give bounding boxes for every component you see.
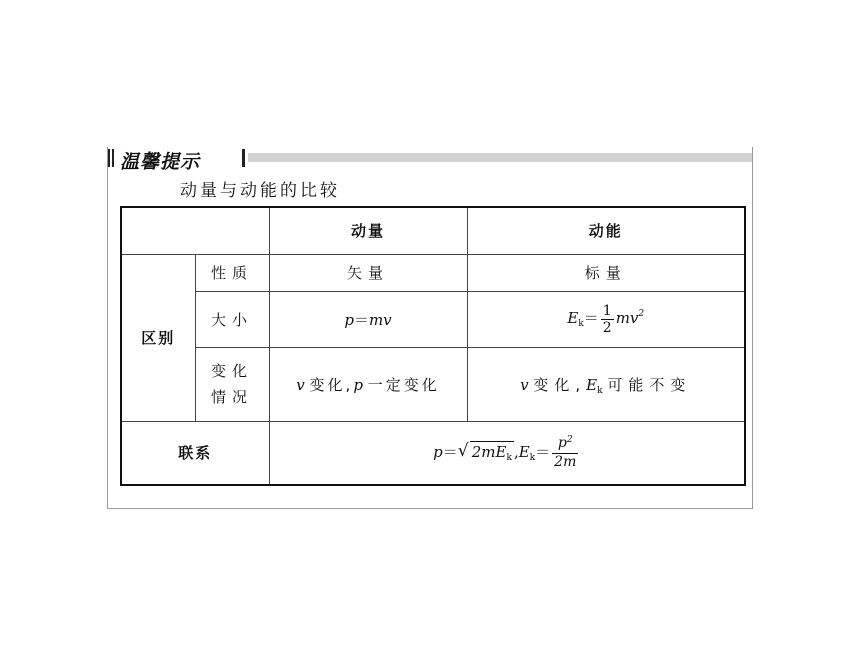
table-row: [121, 421, 745, 485]
change-kinetic-energy: [467, 347, 745, 421]
nature-momentum: 矢量: [269, 254, 467, 291]
row-label-magnitude: 大小: [195, 291, 269, 347]
magnitude-momentum: [269, 291, 467, 347]
header-momentum: 动量: [269, 207, 467, 254]
kinetic-energy-formula: $E_k=$ $\frac{1}{2}$ $mv^2$: [567, 302, 645, 336]
change-kinetic-energy-text: v 变化$,E_k$ 可能不变: [520, 375, 692, 396]
fraction-half: $\frac{1}{2}$: [602, 302, 612, 336]
change-momentum-text: v 变化,p 一定变化: [296, 375, 440, 394]
table-row: [121, 254, 745, 291]
row-label-nature: 性质: [195, 254, 269, 291]
tip-rule: [248, 153, 752, 162]
row-label-change: 变化 情况: [195, 347, 269, 421]
change-momentum: [269, 347, 467, 421]
magnitude-kinetic-energy: [467, 291, 745, 347]
relation-formula-cell: [269, 421, 745, 485]
tip-panel: [107, 147, 753, 509]
corner-cell: [121, 207, 269, 254]
header-kinetic-energy: 动能: [467, 207, 745, 254]
relation-formula: p＝ √ $2mE_k$ $,E_k=$ $\frac{p^2}{2m}$: [433, 435, 577, 471]
table-row: [121, 347, 745, 421]
fraction-p-squared: $\frac{p^2}{2m}$: [554, 435, 577, 471]
sqrt: √ $2mE_k$: [457, 440, 512, 463]
tip-bars-icon: [108, 149, 118, 167]
subtitle: 动量与动能的比较: [180, 181, 340, 201]
group-label: 区别: [121, 254, 195, 421]
tip-header: [108, 147, 752, 173]
table-row: [121, 207, 745, 254]
relation-label: 联系: [121, 421, 269, 485]
tip-title: 温馨提示: [120, 151, 201, 173]
nature-kinetic-energy: 标量: [467, 254, 745, 291]
comparison-table: [120, 206, 746, 486]
tip-separator: [242, 149, 245, 167]
table-row: [121, 291, 745, 347]
momentum-formula: p＝mv: [344, 310, 392, 329]
